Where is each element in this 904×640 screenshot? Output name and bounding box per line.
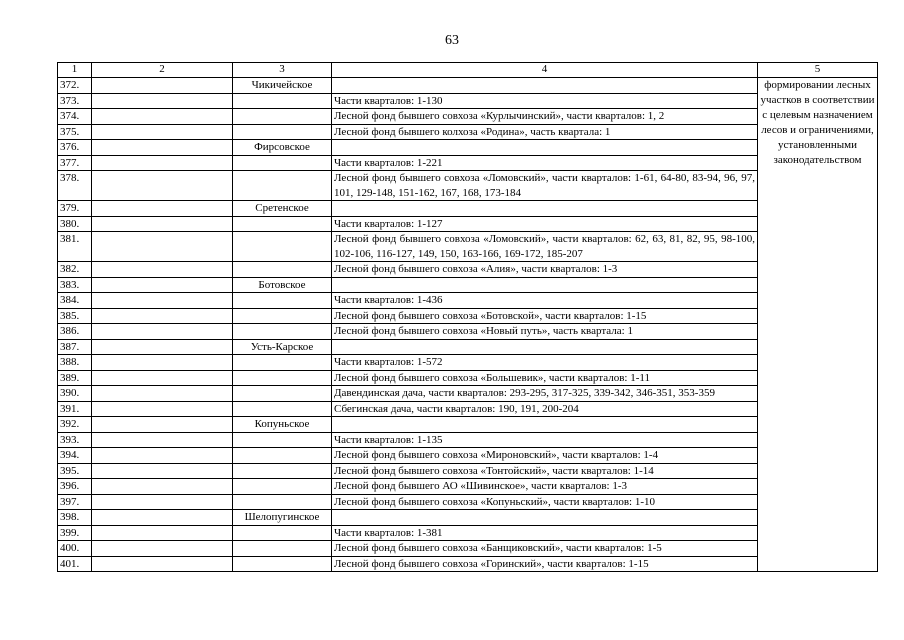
table-row xyxy=(58,232,878,262)
row-col2-cell xyxy=(92,541,233,557)
row-number-cell: 393. xyxy=(58,432,92,448)
row-district-cell xyxy=(233,171,332,201)
row-number-cell: 381. xyxy=(58,232,92,262)
table-row xyxy=(58,293,878,309)
row-col2-cell xyxy=(92,463,233,479)
row-col2-cell xyxy=(92,355,233,371)
row-number-cell: 392. xyxy=(58,417,92,433)
row-description-cell: Лесной фонд бывшего совхоза «Ботовской», части кварталов: 1-15 xyxy=(332,308,758,324)
row-description-cell: Части кварталов: 1-127 xyxy=(332,216,758,232)
row-number-cell: 382. xyxy=(58,262,92,278)
row-description-cell xyxy=(332,277,758,293)
row-description-cell xyxy=(332,140,758,156)
row-col2-cell xyxy=(92,140,233,156)
table-row xyxy=(58,401,878,417)
row-number-cell: 389. xyxy=(58,370,92,386)
row-description-cell: Лесной фонд бывшего совхоза «Тонтойский», части кварталов: 1-14 xyxy=(332,463,758,479)
table-row xyxy=(58,525,878,541)
row-district-cell xyxy=(233,109,332,125)
row-number-cell: 396. xyxy=(58,479,92,495)
row-col2-cell xyxy=(92,339,233,355)
row-district-cell: Сретенское xyxy=(233,201,332,217)
table-row xyxy=(58,448,878,464)
row-number-cell: 395. xyxy=(58,463,92,479)
row-description-cell: Сбегинская дача, части кварталов: 190, 191, 200-204 xyxy=(332,401,758,417)
row-col2-cell xyxy=(92,93,233,109)
table-row xyxy=(58,78,878,94)
row-number-cell: 374. xyxy=(58,109,92,125)
row-district-cell xyxy=(233,308,332,324)
row-description-cell: Лесной фонд бывшего совхоза «Курлычинский», части кварталов: 1, 2 xyxy=(332,109,758,125)
row-district-cell xyxy=(233,556,332,572)
row-district-cell: Шелопугинское xyxy=(233,510,332,526)
row-description-cell: Части кварталов: 1-572 xyxy=(332,355,758,371)
row-description-cell: Лесной фонд бывшего АО «Шивинское», части кварталов: 1-3 xyxy=(332,479,758,495)
row-number-cell: 373. xyxy=(58,93,92,109)
note-cell: формировании лесных участков в соответствии с целевым назначением лесов и ограничениями, установленными законодательством xyxy=(758,78,878,572)
row-district-cell xyxy=(233,432,332,448)
row-number-cell: 391. xyxy=(58,401,92,417)
row-number-cell: 398. xyxy=(58,510,92,526)
row-district-cell: Ботовское xyxy=(233,277,332,293)
row-district-cell xyxy=(233,216,332,232)
row-description-cell xyxy=(332,339,758,355)
row-col2-cell xyxy=(92,448,233,464)
table-row xyxy=(58,124,878,140)
row-col2-cell xyxy=(92,370,233,386)
row-number-cell: 380. xyxy=(58,216,92,232)
row-col2-cell xyxy=(92,479,233,495)
row-col2-cell xyxy=(92,78,233,94)
row-col2-cell xyxy=(92,293,233,309)
table-row xyxy=(58,201,878,217)
row-col2-cell xyxy=(92,201,233,217)
row-district-cell xyxy=(233,541,332,557)
row-col2-cell xyxy=(92,417,233,433)
row-number-cell: 377. xyxy=(58,155,92,171)
row-description-cell: Давендинская дача, части кварталов: 293-295, 317-325, 339-342, 346-351, 353-359 xyxy=(332,386,758,402)
row-description-cell xyxy=(332,510,758,526)
row-description-cell: Лесной фонд бывшего совхоза «Новый путь», часть квартала: 1 xyxy=(332,324,758,340)
row-district-cell xyxy=(233,525,332,541)
row-district-cell xyxy=(233,401,332,417)
row-district-cell xyxy=(233,463,332,479)
column-header-2: 2 xyxy=(92,63,233,78)
row-description-cell: Части кварталов: 1-130 xyxy=(332,93,758,109)
table-row xyxy=(58,510,878,526)
row-district-cell: Фирсовское xyxy=(233,140,332,156)
column-header-1: 1 xyxy=(58,63,92,78)
row-number-cell: 397. xyxy=(58,494,92,510)
table-row xyxy=(58,140,878,156)
forest-zones-table xyxy=(57,62,878,572)
row-col2-cell xyxy=(92,109,233,125)
row-description-cell: Лесной фонд бывшего совхоза «Копуньский», части кварталов: 1-10 xyxy=(332,494,758,510)
row-district-cell xyxy=(233,293,332,309)
table-row xyxy=(58,417,878,433)
row-description-cell: Лесной фонд бывшего совхоза «Мироновский», части кварталов: 1-4 xyxy=(332,448,758,464)
row-district-cell xyxy=(233,370,332,386)
row-number-cell: 390. xyxy=(58,386,92,402)
row-col2-cell xyxy=(92,124,233,140)
row-number-cell: 387. xyxy=(58,339,92,355)
table-row xyxy=(58,324,878,340)
table-row xyxy=(58,355,878,371)
row-description-cell: Лесной фонд бывшего совхоза «Ломовский», части кварталов: 62, 63, 81, 82, 95, 98-100, 102-106, 116-127, 149, 150, 163-166, 169-172, 185-207 xyxy=(332,232,758,262)
row-col2-cell xyxy=(92,386,233,402)
row-number-cell: 401. xyxy=(58,556,92,572)
row-district-cell: Копуньское xyxy=(233,417,332,433)
table-row xyxy=(58,432,878,448)
row-description-cell: Лесной фонд бывшего колхоза «Родина», часть квартала: 1 xyxy=(332,124,758,140)
row-col2-cell xyxy=(92,155,233,171)
row-col2-cell xyxy=(92,432,233,448)
row-district-cell xyxy=(233,232,332,262)
row-col2-cell xyxy=(92,510,233,526)
row-district-cell xyxy=(233,386,332,402)
row-col2-cell xyxy=(92,401,233,417)
row-col2-cell xyxy=(92,277,233,293)
table-row xyxy=(58,556,878,572)
row-description-cell xyxy=(332,78,758,94)
row-number-cell: 378. xyxy=(58,171,92,201)
column-header-5: 5 xyxy=(758,63,878,78)
row-description-cell: Лесной фонд бывшего совхоза «Банщиковский», части кварталов: 1-5 xyxy=(332,541,758,557)
row-number-cell: 385. xyxy=(58,308,92,324)
row-number-cell: 375. xyxy=(58,124,92,140)
row-number-cell: 384. xyxy=(58,293,92,309)
row-col2-cell xyxy=(92,494,233,510)
table-row xyxy=(58,109,878,125)
table-row xyxy=(58,93,878,109)
row-district-cell xyxy=(233,155,332,171)
row-number-cell: 383. xyxy=(58,277,92,293)
row-district-cell xyxy=(233,494,332,510)
row-description-cell: Лесной фонд бывшего совхоза «Алия», части кварталов: 1-3 xyxy=(332,262,758,278)
table-row xyxy=(58,386,878,402)
row-col2-cell xyxy=(92,324,233,340)
row-number-cell: 400. xyxy=(58,541,92,557)
table-row xyxy=(58,541,878,557)
row-col2-cell xyxy=(92,262,233,278)
column-header-3: 3 xyxy=(233,63,332,78)
row-description-cell: Лесной фонд бывшего совхоза «Большевик», части кварталов: 1-11 xyxy=(332,370,758,386)
row-col2-cell xyxy=(92,308,233,324)
table-row xyxy=(58,277,878,293)
row-col2-cell xyxy=(92,216,233,232)
table-body xyxy=(58,63,878,572)
row-district-cell xyxy=(233,93,332,109)
table-row xyxy=(58,370,878,386)
row-number-cell: 372. xyxy=(58,78,92,94)
row-district-cell xyxy=(233,324,332,340)
row-district-cell xyxy=(233,124,332,140)
table-row xyxy=(58,479,878,495)
row-description-cell: Части кварталов: 1-221 xyxy=(332,155,758,171)
table-row xyxy=(58,463,878,479)
row-number-cell: 399. xyxy=(58,525,92,541)
row-col2-cell xyxy=(92,232,233,262)
table-row xyxy=(58,308,878,324)
row-district-cell: Чикичейское xyxy=(233,78,332,94)
row-description-cell xyxy=(332,417,758,433)
row-col2-cell xyxy=(92,171,233,201)
row-district-cell xyxy=(233,355,332,371)
row-description-cell: Части кварталов: 1-381 xyxy=(332,525,758,541)
row-number-cell: 376. xyxy=(58,140,92,156)
row-description-cell xyxy=(332,201,758,217)
row-number-cell: 379. xyxy=(58,201,92,217)
row-description-cell: Лесной фонд бывшего совхоза «Горинский», части кварталов: 1-15 xyxy=(332,556,758,572)
row-number-cell: 386. xyxy=(58,324,92,340)
header-row xyxy=(58,63,878,78)
row-description-cell: Части кварталов: 1-135 xyxy=(332,432,758,448)
table-row xyxy=(58,494,878,510)
table-row xyxy=(58,339,878,355)
table-row xyxy=(58,171,878,201)
row-district-cell: Усть-Карское xyxy=(233,339,332,355)
column-header-4: 4 xyxy=(332,63,758,78)
table-row xyxy=(58,216,878,232)
row-district-cell xyxy=(233,448,332,464)
table-row xyxy=(58,155,878,171)
table-row xyxy=(58,262,878,278)
row-number-cell: 394. xyxy=(58,448,92,464)
row-district-cell xyxy=(233,479,332,495)
row-district-cell xyxy=(233,262,332,278)
row-description-cell: Части кварталов: 1-436 xyxy=(332,293,758,309)
row-col2-cell xyxy=(92,525,233,541)
row-number-cell: 388. xyxy=(58,355,92,371)
row-col2-cell xyxy=(92,556,233,572)
row-description-cell: Лесной фонд бывшего совхоза «Ломовский», части кварталов: 1-61, 64-80, 83-94, 96, 97, 101, 129-148, 151-162, 167, 168, 173-184 xyxy=(332,171,758,201)
page-number: 63 xyxy=(445,33,459,48)
